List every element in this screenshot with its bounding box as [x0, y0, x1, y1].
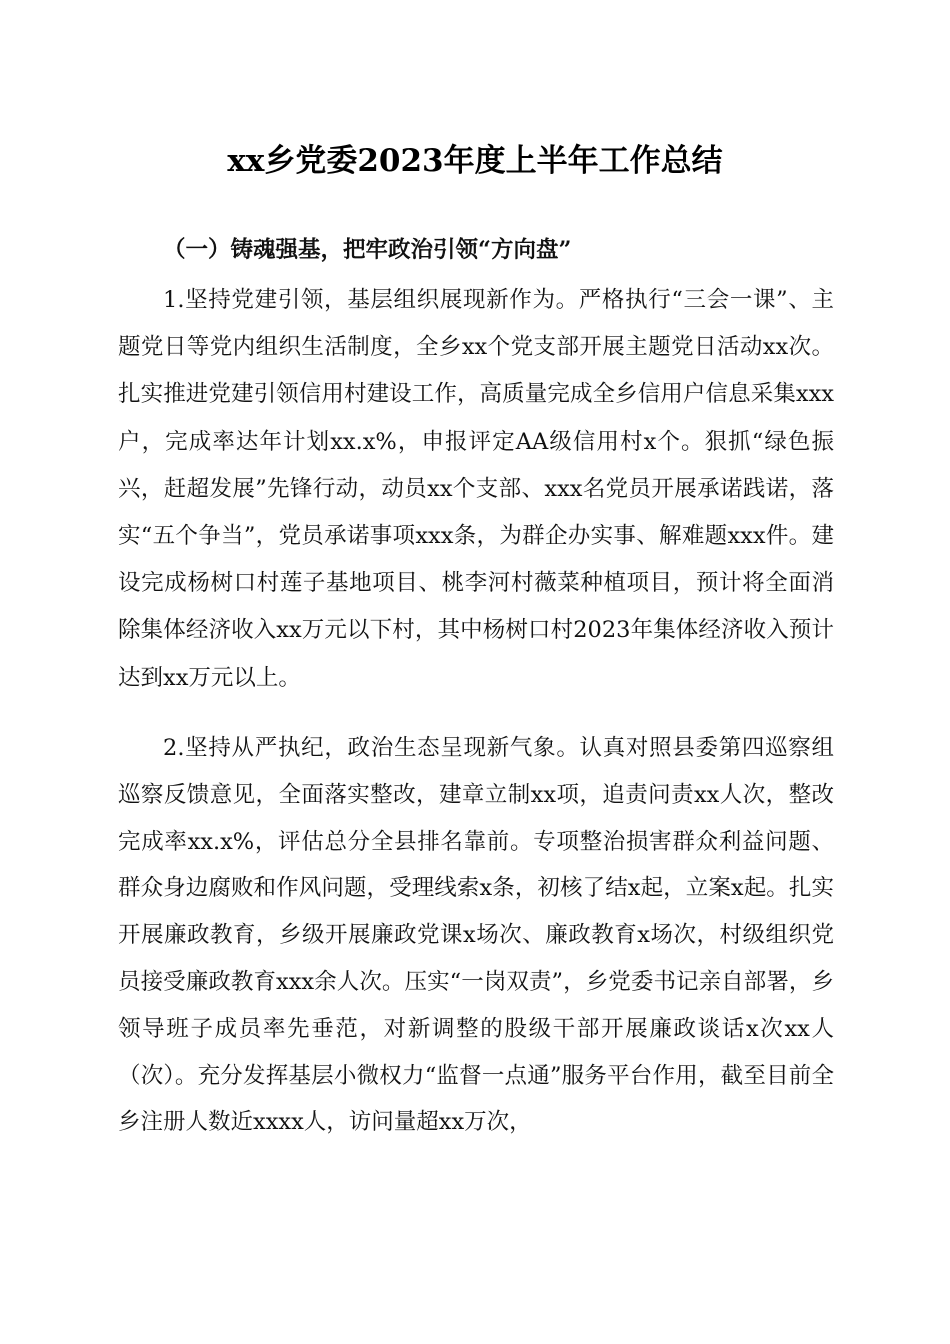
paragraph-2: 2.坚持从严执纪，政治生态呈现新气象。认真对照县委第四巡察组巡察反馈意见，全面落实整改，建章立制xx项，追责问责xx人次，整改完成率xx.x%，评估总分全县排名靠前。专项整治损害群众利益问题、群众身边腐败和作风问题，受理线索x条，初核了结x起，立案x起。扎实开展廉政教育，乡级开展廉政党课x场次、廉政教育x场次，村级组织党员接受廉政教育xxx余人次。压实“一岗双责”，乡党委书记亲自部署，乡领导班子成员率先垂范，对新调整的股级干部开展廉政谈话x次xx人（次）。充分发挥基层小微权力“监督一点通”服务平台作用，截至目前全乡注册人数近xxxx人，访问量超xx万次， [118, 735, 834, 1136]
paragraph-1: 1.坚持党建引领，基层组织展现新作为。严格执行“三会一课”、主题党日等党内组织生活制度，全乡xx个党支部开展主题党日活动xx次。扎实推进党建引领信用村建设工作，高质量完成全乡信用户信息采集xxx户，完成率达年计划xx.x%，申报评定AA级信用村x个。狠抓“绿色振兴，赶超发展”先锋行动，动员xx个支部、xxx名党员开展承诺践诺，落实“五个争当”，党员承诺事项xxx条，为群企办实事、解难题xxx件。建设完成杨树口村莲子基地项目、桃李河村薇菜种植项目，预计将全面消除集体经济收入xx万元以下村，其中杨树口村2023年集体经济收入预计达到xx万元以上。 [118, 287, 834, 691]
section-heading: （一）铸魂强基，把牢政治引领“方向盘” [163, 237, 572, 263]
document-title: xx乡党委2023年度上半年工作总结 [227, 143, 723, 179]
